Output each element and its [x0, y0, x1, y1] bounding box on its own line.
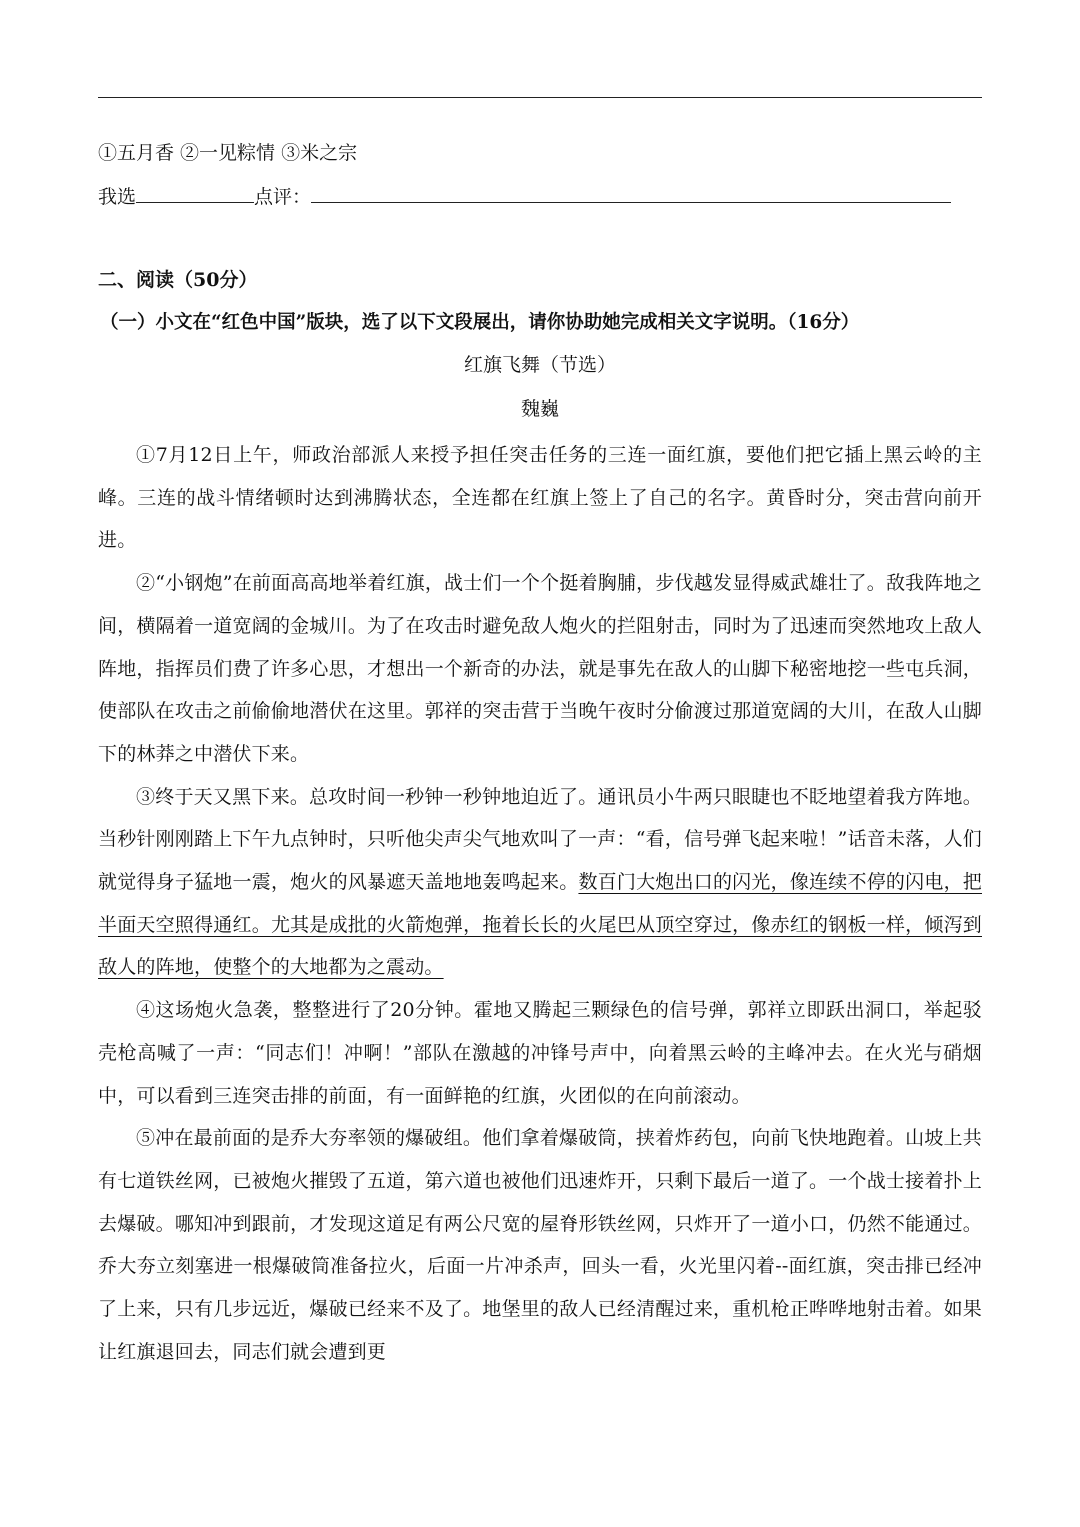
header-rule — [98, 97, 982, 98]
choice-line — [98, 182, 951, 209]
underlined-passage: 数百门大炮出口的闪光，像连续不停的闪电，把半面天空照得通红。尤其是成批的火箭炮弹，拖着长长的火尾巴从顶空穿过，像赤红的钢板一样，倾泻到敌人的阵地，使整个的大地都为之震动。 — [98, 871, 982, 979]
comment-blank[interactable] — [311, 186, 951, 203]
paragraph-4: ④这场炮火急袭，整整进行了20分钟。霍地又腾起三颗绿色的信号弹，郭祥立即跃出洞口，举起驳壳枪高喊了一声：“同志们！冲啊！”部队在激越的冲锋号声中，向着黑云岭的主峰冲去。在火光与硝烟中，可以看到三连突击排的前面，有一面鲜艳的红旗，火团似的在向前滚动。 — [98, 999, 982, 1107]
choice-blank[interactable] — [136, 186, 254, 203]
article-body — [98, 434, 982, 1373]
comment-label: 点评： — [254, 186, 312, 208]
article-title: 红旗飞舞（节选） — [463, 354, 616, 376]
paragraph-2: ②“小钢炮”在前面高高地举着红旗，战士们一个个挺着胸脯，步伐越发显得威武雄壮了。敌我阵地之间，横隔着一道宽阔的金城川。为了在攻击时避免敌人炮火的拦阻射击，同时为了迅速而突然地攻上敌人阵地，指挥员们费了许多心思，才想出一个新奇的办法，就是事先在敌人的山脚下秘密地挖一些屯兵洞，使部队在攻击之前偷偷地潜伏在这里。郭祥的突击营于当晚午夜时分偷渡过那道宽阔的大川，在敌人山脚下的林莽之中潜伏下来。 — [98, 572, 982, 765]
section2-title: 二、阅读（50分） — [98, 269, 258, 291]
choose-label: 我选 — [98, 186, 137, 208]
options-line: ①五月香 ②一见粽情 ③米之宗 — [98, 142, 358, 164]
part1-prompt: （一）小文在“红色中国”版块，选了以下文段展出，请你协助她完成相关文字说明。（16分） — [100, 312, 860, 333]
paragraph-3 — [98, 776, 982, 990]
paragraph-5: ⑤冲在最前面的是乔大夯率领的爆破组。他们拿着爆破筒，挟着炸药包，向前飞快地跑着。山坡上共有七道铁丝网，已被炮火摧毁了五道，第六道也被他们迅速炸开，只剩下最后一道了。一个战士接着扑上去爆破。哪知冲到跟前，才发现这道足有两公尺宽的屋脊形铁丝网，只炸开了一道小口，仍然不能通过。乔大夯立刻塞进一根爆破筒准备拉火，后面一片冲杀声，回头一看，火光里闪着--面红旗，突击排已经冲了上来，只有几步远近，爆破已经来不及了。地堡里的敌人已经清醒过来，重机枪正哗哗地射击着。如果让红旗退回去，同志们就会遭到更 — [98, 1127, 982, 1363]
paragraph-3-text: ③终于天又黑下来。总攻时间一秒钟一秒钟地迫近了。通讯员小牛两只眼睫也不眨地望着我方阵地。当秒针刚刚踏上下午九点钟时，只听他尖声尖气地欢叫了一声：“看，信号弹飞起来啦！”话音未落，人们就觉得身子猛地一震，炮火的风暴遮天盖地地轰鸣起来。 — [98, 785, 982, 894]
article-author: 魏巍 — [520, 398, 559, 420]
paragraph-1: ①7月12日上午，师政治部派人来授予担任突击任务的三连一面红旗，要他们把它插上黑云岭的主峰。三连的战斗情绪顿时达到沸腾状态，全连都在红旗上签上了自己的名字。黄昏时分，突击营向前开进。 — [98, 444, 982, 552]
